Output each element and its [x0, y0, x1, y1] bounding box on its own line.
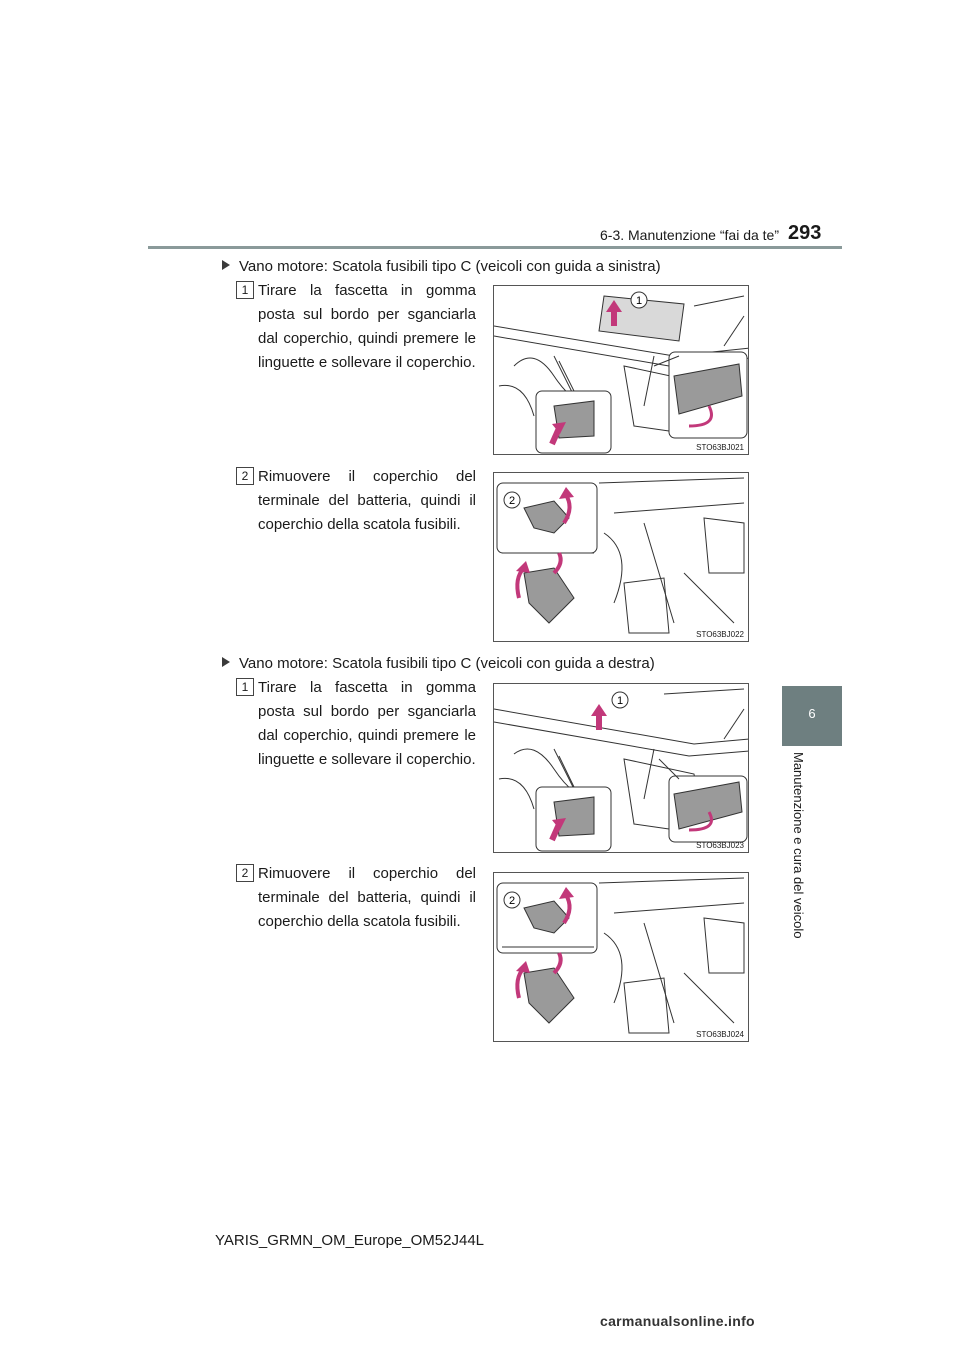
figure-fuse-box-cover [493, 472, 749, 642]
step-number: 2 [236, 467, 254, 485]
figure-code: STO63BJ024 [696, 1030, 744, 1039]
header-rule [148, 246, 842, 249]
step-number: 1 [236, 678, 254, 696]
section-title-rhd: Vano motore: Scatola fusibili tipo C (veicoli con guida a destra) [222, 655, 655, 672]
step-text: Tirare la fascetta in gomma posta sul bordo per sganciarla dal coperchio, quindi premere le linguette e sollevare il coperchio. [258, 679, 476, 768]
figure-callout: 2 [508, 895, 516, 907]
triangle-bullet-icon [222, 260, 230, 270]
step-text: Rimuovere il coperchio del terminale del batteria, quindi il coperchio della scatola fusibili. [258, 865, 476, 930]
figure-callout: 2 [508, 495, 516, 507]
page-number: 293 [788, 222, 822, 244]
triangle-bullet-icon [222, 657, 230, 667]
figure-code: STO63BJ021 [696, 443, 744, 452]
section-title-lhd: Vano motore: Scatola fusibili tipo C (veicoli con guida a sinistra) [222, 258, 661, 275]
figure-hood-cover [493, 683, 749, 853]
watermark: carmanualsonline.info [600, 1313, 755, 1329]
figure-callout: 1 [635, 295, 643, 307]
header-section-title: 6-3. Manutenzione “fai da te” [600, 227, 779, 243]
figure-code: STO63BJ023 [696, 841, 744, 850]
step-number: 2 [236, 864, 254, 882]
chapter-number: 6 [808, 706, 816, 721]
figure-callout: 1 [616, 695, 624, 707]
figure-code: STO63BJ022 [696, 630, 744, 639]
figure-hood-cover [493, 285, 749, 455]
step-text: Rimuovere il coperchio del terminale del batteria, quindi il coperchio della scatola fusibili. [258, 468, 476, 533]
document-id: YARIS_GRMN_OM_Europe_OM52J44L [215, 1232, 485, 1249]
figure-fuse-box-cover [493, 872, 749, 1042]
step-text: Tirare la fascetta in gomma posta sul bordo per sganciarla dal coperchio, quindi premere le linguette e sollevare il coperchio. [258, 282, 476, 371]
step-number: 1 [236, 281, 254, 299]
